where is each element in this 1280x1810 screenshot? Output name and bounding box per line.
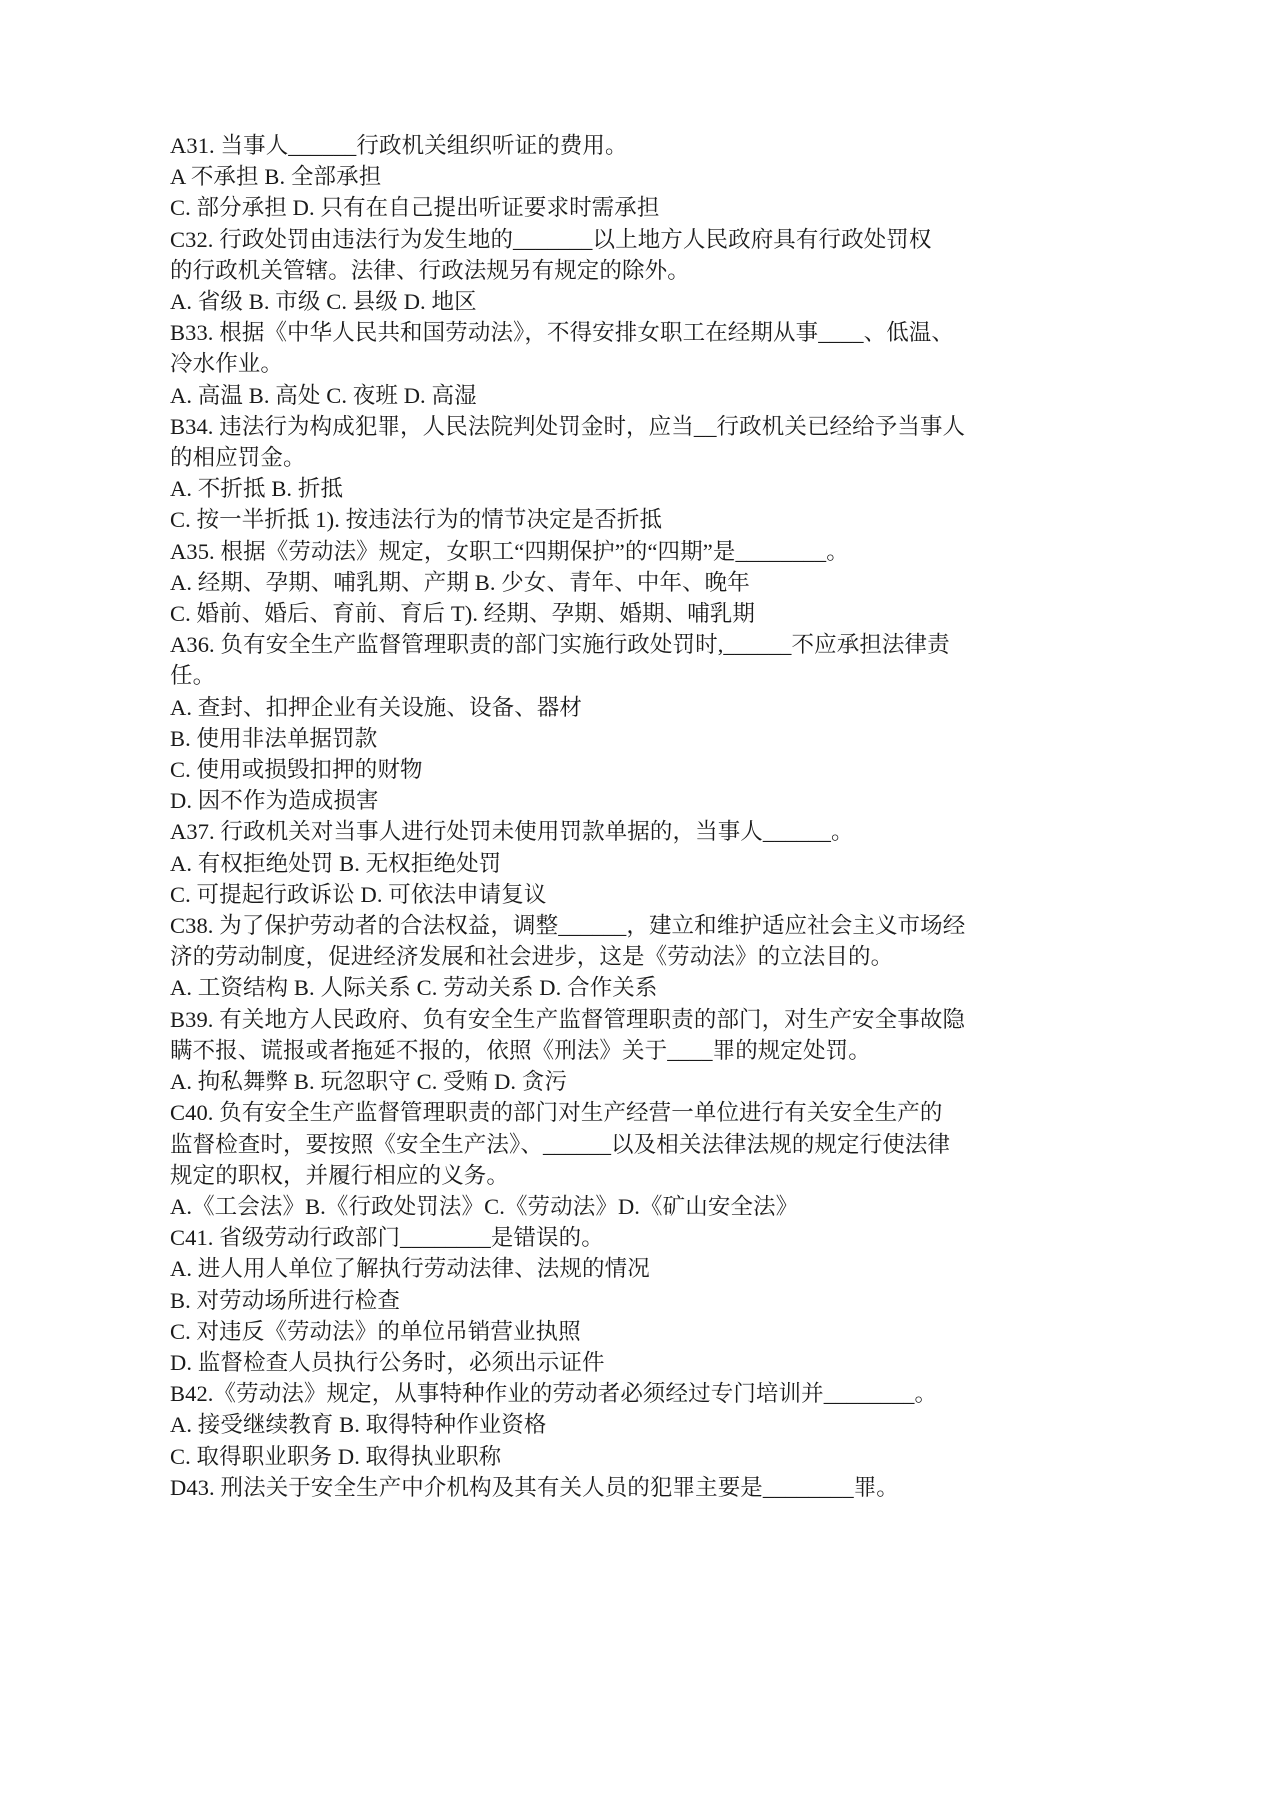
question-option-line: B. 对劳动场所进行检查 [170,1287,400,1313]
question-stem-line: A31. 当事人______行政机关组织听证的费用。 [170,133,628,158]
question-option-line: A. 拘私舞弊 B. 玩忽职守 C. 受贿 D. 贪污 [170,1069,568,1095]
question-option-line: A. 接受继续教育 B. 取得特种作业资格 [170,1412,547,1438]
question-option-line: A 不承担 B. 全部承担 [170,164,382,190]
document-body [170,130,1148,1503]
question-stem-line: 济的劳动制度，促进经济发展和社会进步，这是《劳动法》的立法目的。 [170,944,894,970]
question-stem-line: B33. 根据《中华人民共和国劳动法》，不得安排女职工在经期从事____、低温、 [170,320,955,346]
question-block [170,910,1148,1004]
question-option-line: A.《工会法》B.《行政处罚法》C.《劳动法》D.《矿山安全法》 [170,1193,799,1219]
question-option-line: C. 可提起行政诉讼 D. 可依法申请复议 [170,881,547,907]
question-stem-line: B42.《劳动法》规定，从事特种作业的劳动者必须经过专门培训并________。 [170,1381,938,1407]
question-option-line: A. 不折抵 B. 折抵 [170,476,344,502]
question-block [170,224,1148,318]
question-block [170,317,1148,411]
question-block [170,411,1148,536]
question-option-line: C. 部分承担 D. 只有在自己提出听证要求时需承担 [170,195,660,221]
question-stem-line: 监督检查时，要按照《安全生产法》、______以及相关法律法规的规定行使法律 [170,1131,951,1157]
question-option-line: A. 有权拒绝处罚 B. 无权拒绝处罚 [170,850,502,876]
question-block [170,536,1148,630]
question-block [170,1472,1148,1503]
question-stem-line: 规定的职权，并履行相应的义务。 [170,1162,510,1188]
question-stem-line: 冷水作业。 [170,351,284,377]
question-block [170,1097,1148,1222]
question-block [170,629,1148,816]
question-stem-line: 的相应罚金。 [170,445,306,471]
question-option-line: A. 进人用人单位了解执行劳动法律、法规的情况 [170,1256,650,1282]
question-option-line: A. 工资结构 B. 人际关系 C. 劳动关系 D. 合作关系 [170,975,658,1001]
question-option-line: A. 查封、扣押企业有关设施、设备、器材 [170,694,582,720]
question-option-line: C. 取得职业职务 D. 取得执业职称 [170,1443,502,1469]
question-stem-line: B39. 有关地方人民政府、负有安全生产监督管理职责的部门，对生产安全事故隐 [170,1006,966,1032]
question-option-line: A. 经期、孕期、哺乳期、产期 B. 少女、青年、中年、晚年 [170,569,750,595]
question-stem-line: A35. 根据《劳动法》规定，女职工“四期保护”的“四期”是________。 [170,538,849,564]
question-stem-line: 任。 [170,663,216,689]
question-option-line: C. 婚前、婚后、育前、育后 T). 经期、孕期、婚期、哺乳期 [170,601,755,627]
question-block [170,1004,1148,1098]
question-stem-line: A36. 负有安全生产监督管理职责的部门实施行政处罚时,______不应承担法律责 [170,632,950,658]
question-block [170,1222,1148,1378]
question-block [170,816,1148,910]
question-stem-line: C40. 负有安全生产监督管理职责的部门对生产经营一单位进行有关安全生产的 [170,1100,943,1126]
question-stem-line: B34. 违法行为构成犯罪，人民法院判处罚金时，应当__行政机关已经给予当事人 [170,413,966,439]
question-option-line: B. 使用非法单据罚款 [170,725,378,751]
question-option-line: A. 省级 B. 市级 C. 县级 D. 地区 [170,289,477,315]
question-option-line: C. 对违反《劳动法》的单位吊销营业执照 [170,1318,581,1344]
question-stem-line: C32. 行政处罚由违法行为发生地的_______以上地方人民政府具有行政处罚权 [170,226,932,252]
question-option-line: C. 按一半折抵 1). 按违法行为的情节决定是否折抵 [170,507,663,533]
question-option-line: D. 监督检查人员执行公务时，必须出示证件 [170,1349,605,1375]
question-stem-line: C41. 省级劳动行政部门________是错误的。 [170,1225,604,1251]
question-stem-line: 瞒不报、谎报或者拖延不报的，依照《刑法》关于____罪的规定处罚。 [170,1037,871,1063]
question-option-line: C. 使用或损毁扣押的财物 [170,757,423,783]
question-stem-line: D43. 刑法关于安全生产中介机构及其有关人员的犯罪主要是________罪。 [170,1474,899,1500]
question-block [170,1378,1148,1472]
question-option-line: D. 因不作为造成损害 [170,788,379,814]
question-block [170,130,1148,224]
question-stem-line: A37. 行政机关对当事人进行处罚未使用罚款单据的，当事人______。 [170,819,854,845]
question-stem-line: C38. 为了保护劳动者的合法权益，调整______，建立和维护适应社会主义市场经 [170,913,966,939]
question-stem-line: 的行政机关管辖。法律、行政法规另有规定的除外。 [170,257,690,283]
question-option-line: A. 高温 B. 高处 C. 夜班 D. 高湿 [170,382,477,408]
